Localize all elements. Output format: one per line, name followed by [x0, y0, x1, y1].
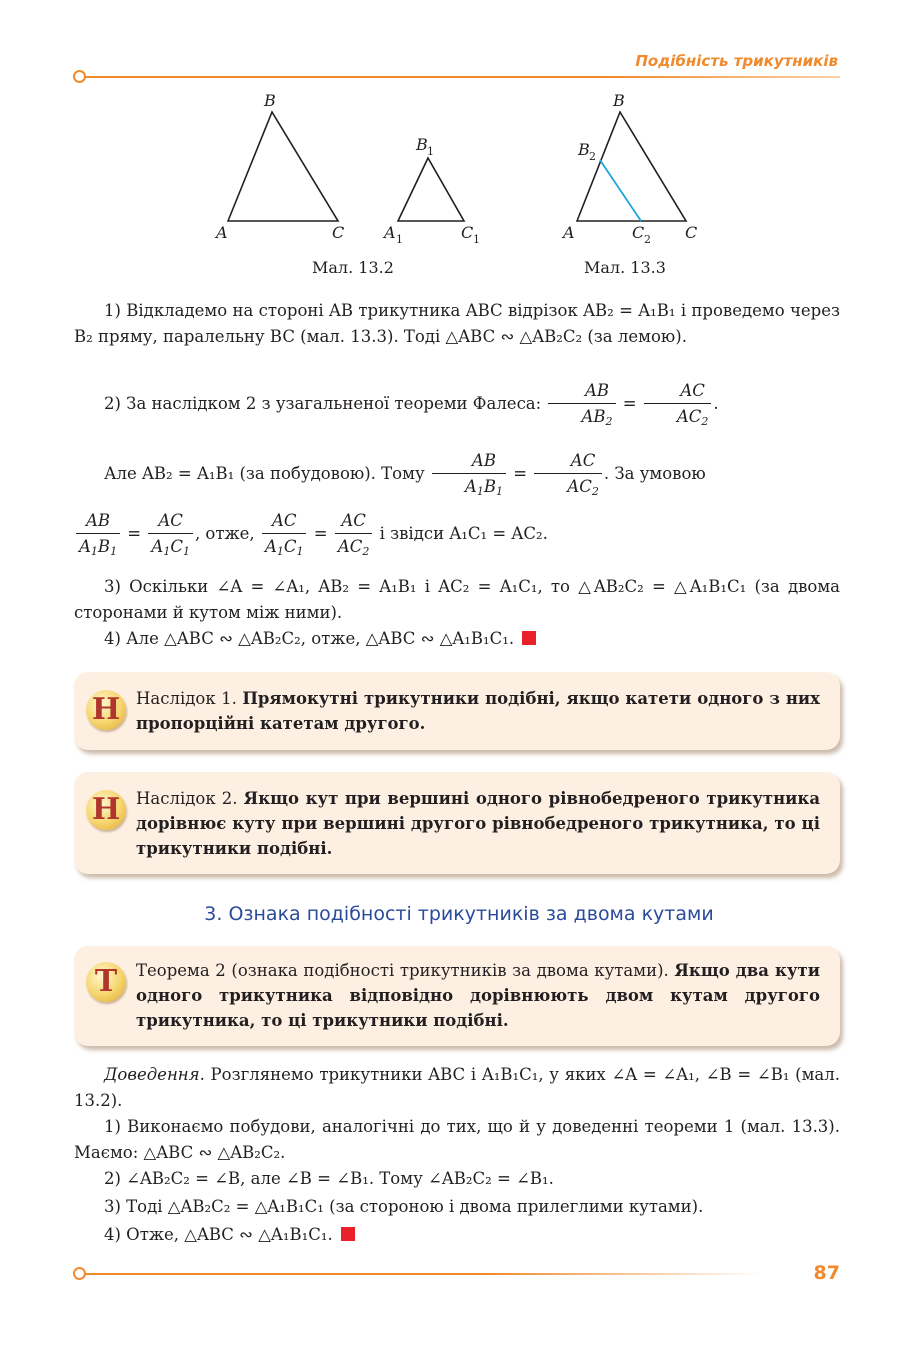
- corollary1-label: Наслідок 1.: [136, 689, 237, 708]
- proof2-step2: 2) ∠AB₂C₂ = ∠B, але ∠B = ∠B₁. Тому ∠AB₂C₂ = ∠B₁.: [104, 1169, 554, 1188]
- triangle-a1b1c1: [398, 158, 464, 221]
- triangle-abc-13-3: [577, 112, 686, 221]
- figure-caption-13-2: Мал. 13.2: [312, 258, 394, 277]
- triangle-abc: [228, 112, 338, 221]
- fraction-ac-ac2: $\frac{AC}{AC_2}$: [644, 379, 712, 430]
- label-b2-sub: 2: [589, 150, 596, 163]
- proof2-step3: 3) Тоді △AB₂C₂ = △A₁B₁C₁ (за стороною і двома прилеглими кутами).: [104, 1197, 704, 1216]
- running-title: Подібність трикутників: [635, 52, 838, 70]
- label-b: B: [264, 91, 276, 110]
- theorem-badge-icon: Т: [86, 962, 126, 1002]
- label-a1-sub: 1: [396, 233, 403, 246]
- proof2-step4: [74, 1222, 840, 1248]
- proof1-step2-cont2: $\frac{AB}{A_1B_1}$ = $\frac{AC}{A_1C_1}$ , отже, $\frac{AC}{A_1C_1}$ = $\frac{AC}{AC_2}$ і звідси A₁C₁ = AC₂.: [74, 508, 840, 560]
- corollary-badge-icon: Н: [86, 690, 126, 730]
- proof1-cont2-text-b: і звідси A₁C₁ = AC₂.: [379, 524, 548, 543]
- proof2-intro-text: . Розглянемо трикутники ABC і A₁B₁C₁, у яких ∠A = ∠A₁, ∠B = ∠B₁ (мал. 13.2).: [74, 1065, 840, 1110]
- proof1-step4: [74, 626, 840, 652]
- fraction-ac-ac2-b: $\frac{AC}{AC_2}$: [534, 449, 602, 500]
- label-c1-sub: 1: [473, 233, 480, 246]
- proof1-cont-text-b: . За умовою: [603, 464, 706, 483]
- proof2-intro: [74, 1062, 840, 1114]
- corollary-badge-icon: Н: [86, 790, 126, 830]
- proof2-step4-text: 4) Отже, △ABC ∾ △A₁B₁C₁.: [104, 1225, 333, 1244]
- label-c2: C: [632, 223, 645, 242]
- header-rule: [74, 76, 840, 78]
- theorem2-box: [74, 946, 840, 1046]
- corollary2-label: Наслідок 2.: [136, 789, 238, 808]
- proof2-intro-label: Доведення: [104, 1065, 200, 1084]
- header-rule-circle: [73, 70, 86, 83]
- label-a: A: [216, 223, 228, 242]
- fraction-ab-a1b1: $\frac{AB}{A_1B_1}$: [432, 449, 506, 500]
- proof1-step2: 2) За наслідком 2 з узагальненої теореми Фалеса: $\frac{AB}{AB_2}$ = $\frac{AC}{AC_2}$ .: [104, 381, 719, 428]
- proof1-step1: 1) Відкладемо на стороні AB трикутника ABC відрізок AB₂ = A₁B₁ і проведемо через B₂ пряму, паралельну BC (мал. 13.3). Тоді △ABC ∾ △AB₂C₂ (за лемою).: [74, 301, 840, 346]
- section-title: 3. Ознака подібності трикутників за двома кутами: [204, 903, 714, 925]
- proof1-step4-text: 4) Але △ABC ∾ △AB₂C₂, отже, △ABC ∾ △A₁B₁C₁.: [104, 629, 515, 648]
- label-a-13-3: A: [563, 223, 575, 242]
- proof1-step2-cont: Але AB₂ = A₁B₁ (за побудовою). Тому $\frac{AB}{A_1B_1}$ = $\frac{AC}{AC_2}$ . За умовою: [104, 451, 706, 498]
- label-c1: C: [461, 223, 474, 242]
- label-c2-sub: 2: [644, 233, 651, 246]
- theorem2-statement: Якщо два кути одного трикутника відповідно дорівнюють двом кутам другого трикутника, то ці трикутники подібні.: [136, 961, 820, 1030]
- fraction-ac-a1c1-b: $\frac{AC}{A_1C_1}$: [262, 509, 307, 560]
- proof1-cont2-text-a: , отже,: [194, 524, 255, 543]
- label-b-13-3: B: [613, 91, 625, 110]
- label-c: C: [332, 223, 345, 242]
- theorem2-text: [136, 958, 820, 1033]
- proof2-step1: 1) Виконаємо побудови, аналогічні до тих, що й у доведенні теореми 1 (мал. 13.3). Маємо: △ABC ∾ △AB₂C₂.: [74, 1117, 840, 1162]
- corollary2-box: [74, 772, 840, 874]
- proof1-cont-text-a: Але AB₂ = A₁B₁ (за побудовою). Тому: [104, 464, 425, 483]
- proof1-step2-text: 2) За наслідком 2 з узагальненої теореми Фалеса:: [104, 394, 542, 413]
- fraction-ac-a1c1: $\frac{AC}{A_1C_1}$: [148, 509, 193, 560]
- fraction-ab-ab2: $\frac{AB}{AB_2}$: [548, 379, 615, 430]
- label-b1-sub: 1: [427, 145, 434, 158]
- label-a1: A: [384, 223, 396, 242]
- qed-square-icon: [522, 631, 536, 645]
- fraction-ac-ac2-c: $\frac{AC}{AC_2}$: [335, 509, 373, 560]
- corollary2-statement: Якщо кут при вершині одного рівнобедреного трикутника дорівнює куту при вершині другого рівнобедреного трикутника, то ці трикутники подібні.: [136, 789, 821, 858]
- segment-b2c2: [600, 160, 641, 221]
- corollary1-text: [136, 686, 820, 736]
- theorem2-label: Теорема 2 (ознака подібності трикутників за двома кутами).: [136, 961, 669, 980]
- proof1-step3: 3) Оскільки ∠A = ∠A₁, AB₂ = A₁B₁ і AC₂ = A₁C₁, то △AB₂C₂ = △A₁B₁C₁ (за двома сторонами й кутом між ними).: [74, 577, 840, 622]
- qed-square-icon: [341, 1227, 355, 1241]
- label-b1: B: [416, 135, 428, 154]
- corollary2-text: [136, 786, 820, 861]
- footer-rule-circle: [73, 1267, 86, 1280]
- corollary1-statement: Прямокутні трикутники подібні, якщо катети одного з них пропорційні катетам другого.: [136, 689, 820, 733]
- figures-13-2-13-3: [200, 88, 720, 248]
- fraction-ab-a1b1-b: $\frac{AB}{A_1B_1}$: [76, 509, 120, 560]
- label-b2: B: [578, 140, 590, 159]
- corollary1-box: [74, 672, 840, 750]
- footer-rule: [74, 1273, 764, 1275]
- label-c-13-3: C: [685, 223, 698, 242]
- figure-caption-13-3: Мал. 13.3: [584, 258, 666, 277]
- page-number: 87: [813, 1262, 840, 1284]
